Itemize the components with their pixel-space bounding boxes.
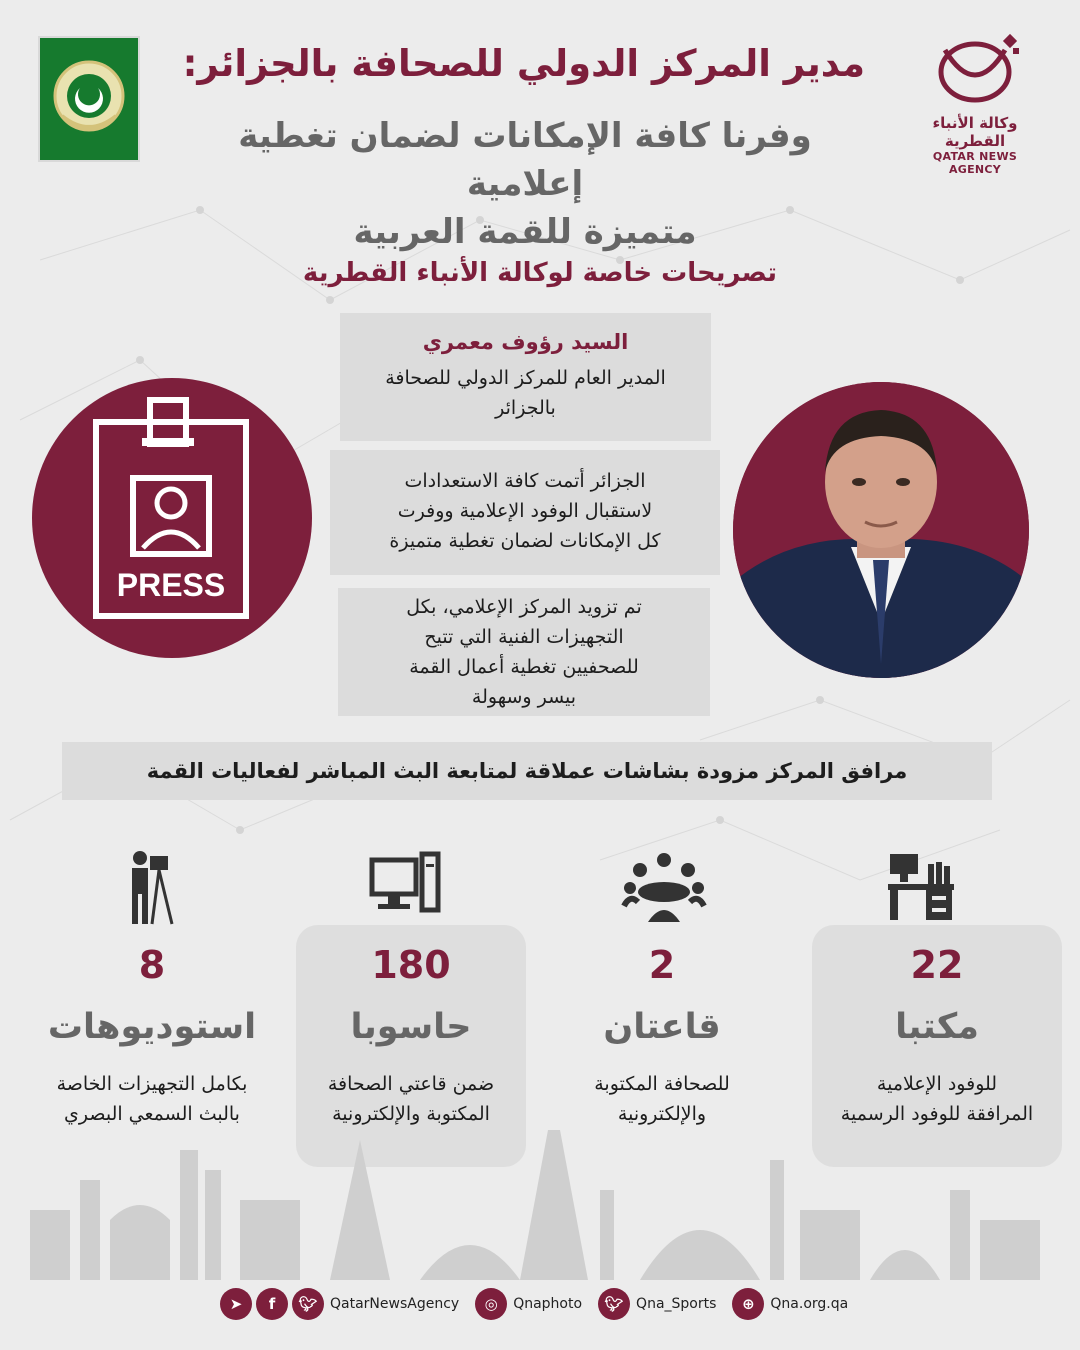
press-badge-circle bbox=[32, 378, 312, 658]
arab-league-emblem-icon bbox=[40, 38, 138, 160]
social-handle-link[interactable]: QatarNewsAgency bbox=[330, 1296, 460, 1312]
quote-2-line: التجهيزات الفنية التي تتيح bbox=[424, 626, 624, 648]
press-badge-icon bbox=[32, 378, 312, 658]
quote-2-line: تم تزويد المركز الإعلامي، بكل bbox=[406, 596, 642, 618]
stat-unit: حاسوبا bbox=[350, 1007, 472, 1047]
telegram-icon[interactable]: ➤ bbox=[220, 1288, 252, 1320]
speaker-role-line-2: بالجزائر bbox=[495, 397, 556, 419]
quote-box-1 bbox=[330, 450, 720, 575]
stat-number: 22 bbox=[910, 943, 964, 987]
stat-desc-line: بكامل التجهيزات الخاصة bbox=[56, 1073, 248, 1095]
main-title: مدير المركز الدولي للصحافة بالجزائر: bbox=[182, 42, 865, 85]
qna-logo-icon bbox=[925, 30, 1025, 108]
stat-desc-line: والإلكترونية bbox=[617, 1103, 707, 1125]
stat-number: 180 bbox=[371, 943, 451, 987]
speaker-portrait bbox=[733, 382, 1029, 678]
stat-desc-line: ضمن قاعتي الصحافة bbox=[327, 1073, 495, 1095]
stat-number: 8 bbox=[138, 943, 166, 987]
photo-handle-link[interactable]: Qnaphoto bbox=[513, 1296, 583, 1312]
meeting-room-icon bbox=[620, 850, 708, 922]
twitter-icon[interactable]: 🐦︎ bbox=[598, 1288, 630, 1320]
facilities-banner: مرافق المركز مزودة بشاشات عملاقة لمتابعة البث المباشر لفعاليات القمة bbox=[62, 742, 992, 800]
globe-icon[interactable]: ⊕ bbox=[732, 1288, 764, 1320]
stat-desc-line: المرافقة للوفود الرسمية bbox=[840, 1103, 1034, 1125]
speaker-role-line-1: المدير العام للمركز الدولي للصحافة bbox=[385, 367, 666, 389]
logo-english-text: QATAR NEWS AGENCY bbox=[932, 150, 1018, 176]
instagram-icon[interactable]: ◎ bbox=[475, 1288, 507, 1320]
stat-unit: مكتبا bbox=[895, 1007, 979, 1047]
speaker-name: السيد رؤوف معمري bbox=[422, 330, 629, 354]
algiers-skyline-illustration bbox=[0, 1120, 1080, 1280]
sports-handle-link[interactable]: Qna_Sports bbox=[636, 1296, 717, 1312]
arab-league-flag bbox=[38, 36, 140, 162]
computer-icon bbox=[368, 850, 442, 916]
facebook-icon[interactable]: f bbox=[256, 1288, 288, 1320]
subtitle-line-1: وفرنا كافة الإمكانات لضمان تغطية إعلامية bbox=[238, 116, 812, 204]
person-portrait-icon bbox=[733, 382, 1029, 678]
subtitle-line-2: متميزة للقمة العربية bbox=[353, 212, 697, 252]
quote-1-line: كل الإمكانات لضمان تغطية متميزة bbox=[389, 530, 661, 552]
stat-unit: قاعتان bbox=[603, 1007, 721, 1047]
stat-desc-line: للصحافة المكتوبة bbox=[594, 1073, 730, 1095]
stat-desc-line: بالبث السمعي البصري bbox=[64, 1103, 240, 1125]
website-link[interactable]: Qna.org.qa bbox=[770, 1296, 849, 1312]
main-subtitle bbox=[185, 112, 865, 256]
stat-unit: استوديوهات bbox=[47, 1007, 257, 1047]
press-label: PRESS bbox=[116, 567, 226, 603]
stat-number: 2 bbox=[648, 943, 676, 987]
speaker-box bbox=[340, 313, 711, 441]
quote-1-line: الجزائر أتمت كافة الاستعدادات bbox=[404, 470, 646, 492]
footer-social-bar bbox=[220, 1283, 880, 1325]
office-desk-icon bbox=[886, 850, 956, 922]
logo-arabic-text: وكالة الأنباء القطرية bbox=[932, 114, 1018, 150]
stat-desc-line: المكتوبة والإلكترونية bbox=[332, 1103, 490, 1125]
qna-logo bbox=[905, 30, 1045, 176]
section-heading: تصريحات خاصة لوكالة الأنباء القطرية bbox=[302, 258, 778, 288]
camera-operator-icon bbox=[126, 850, 176, 926]
quote-box-2 bbox=[338, 588, 710, 716]
twitter-icon[interactable]: 🐦︎ bbox=[292, 1288, 324, 1320]
quote-1-line: لاستقبال الوفود الإعلامية ووفرت bbox=[397, 500, 653, 522]
quote-2-line: للصحفيين تغطية أعمال القمة bbox=[409, 656, 639, 678]
quote-2-line: بيسر وسهولة bbox=[471, 686, 577, 708]
stat-desc-line: للوفود الإعلامية bbox=[876, 1073, 998, 1095]
